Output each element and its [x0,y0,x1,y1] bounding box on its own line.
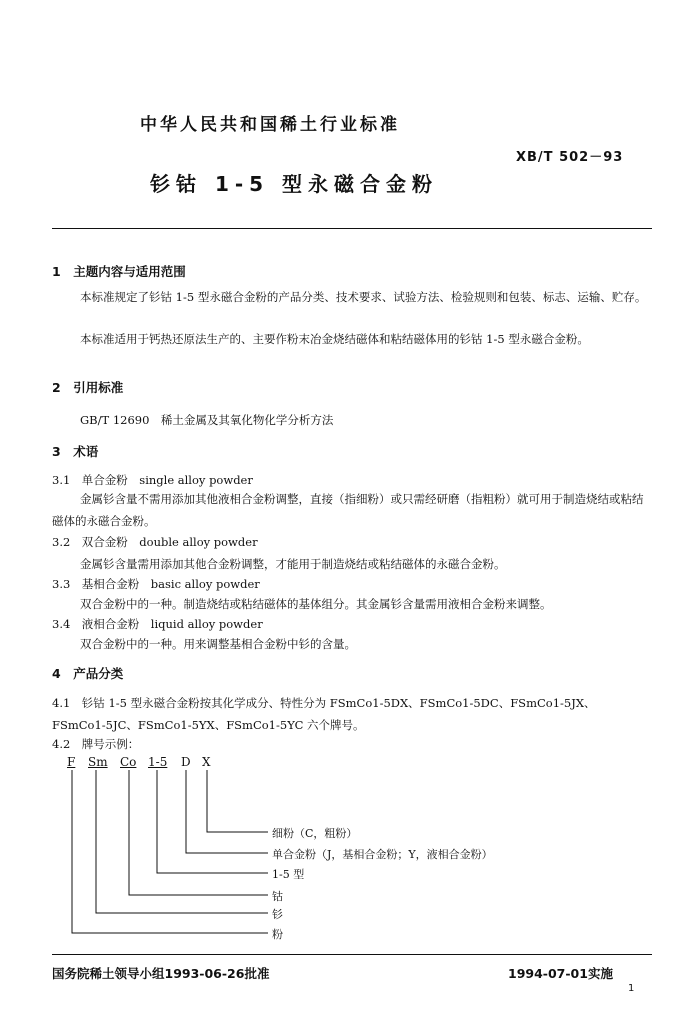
connector-15 [157,770,268,873]
reference-standard: GB/T 12690 稀土金属及其氧化物化学分析方法 [80,413,334,427]
code-part-co: Co [120,755,137,769]
standard-code: XB/T 502－93 [516,150,624,165]
connector-x [207,770,268,832]
label-fine-powder: 细粉（C，粗粉） [272,827,358,840]
header-divider [52,228,652,229]
footer-divider [52,954,652,955]
section-4-2-heading: 4.2 牌号示例： [52,737,140,751]
code-part-f: F [67,755,76,769]
section-1-heading: 1 主题内容与适用范围 [52,264,186,279]
label-1-5-type: 1-5 型 [272,868,305,881]
section-4-1-paragraph: 4.1 钐钴 1-5 型永磁合金粉按其化学成分、特性分为 FSmCo1-5DX、FSmCo1-5DC、FSmCo1-5JX、FSmCo1-5JC、FSmCo1-5YX、FSmCo1-5YC 六个牌号。 [52,696,596,732]
label-samarium: 钐 [272,908,283,921]
code-part-d: D [181,755,191,769]
document-title: 钐钴 1-5 型永磁合金粉 [150,172,439,196]
connector-sm [96,770,268,913]
section-2-heading: 2 引用标准 [52,380,124,395]
section-3-heading: 3 术语 [52,444,99,459]
approval-info: 国务院稀土领导小组1993-06-26批准 [52,966,270,981]
connector-co [129,770,268,895]
effective-date: 1994-07-01实施 [508,966,613,981]
section-4-heading: 4 产品分类 [52,666,124,681]
term-3-2-definition: 金属钐含量需用添加其他合金粉调整，才能用于制造烧结或粘结磁体的永磁合金粉。 [80,557,506,571]
code-part-1-5: 1-5 [148,755,168,769]
page-number: 1 [628,983,635,994]
connector-f [72,770,268,933]
label-powder: 粉 [272,928,283,941]
connector-d [186,770,268,853]
term-3-4: 3.4 液相合金粉 liquid alloy powder [52,617,263,631]
code-part-sm: Sm [88,755,108,769]
term-3-1-definition: 金属钐含量不需用添加其他液相合金粉调整，直接（指细粉）或只需经研磨（指粗粉）就可用于制造烧结或粘结磁体的永磁合金粉。 [52,492,644,528]
term-3-1: 3.1 单合金粉 single alloy powder [52,473,253,487]
standard-org-heading: 中华人民共和国稀土行业标准 [140,115,400,135]
code-part-x: X [202,755,211,769]
term-3-3: 3.3 基相合金粉 basic alloy powder [52,577,260,591]
term-3-4-definition: 双合金粉中的一种。用来调整基相合金粉中钐的含量。 [80,637,356,651]
section-1-paragraph-2: 本标准适用于钙热还原法生产的、主要作粉末冶金烧结磁体和粘结磁体用的钐钴 1-5 型永磁合金粉。 [80,332,589,346]
term-3-2: 3.2 双合金粉 double alloy powder [52,535,258,549]
label-cobalt: 钴 [272,890,283,903]
term-3-3-definition: 双合金粉中的一种。制造烧结或粘结磁体的基体组分。其金属钐含量需用液相合金粉来调整。 [80,597,552,611]
label-single-alloy: 单合金粉（J，基相合金粉；Y，液相合金粉） [272,848,493,861]
section-1-paragraph-1: 本标准规定了钐钴 1-5 型永磁合金粉的产品分类、技术要求、试验方法、检验规则和包装、标志、运输、贮存。 [80,290,647,304]
